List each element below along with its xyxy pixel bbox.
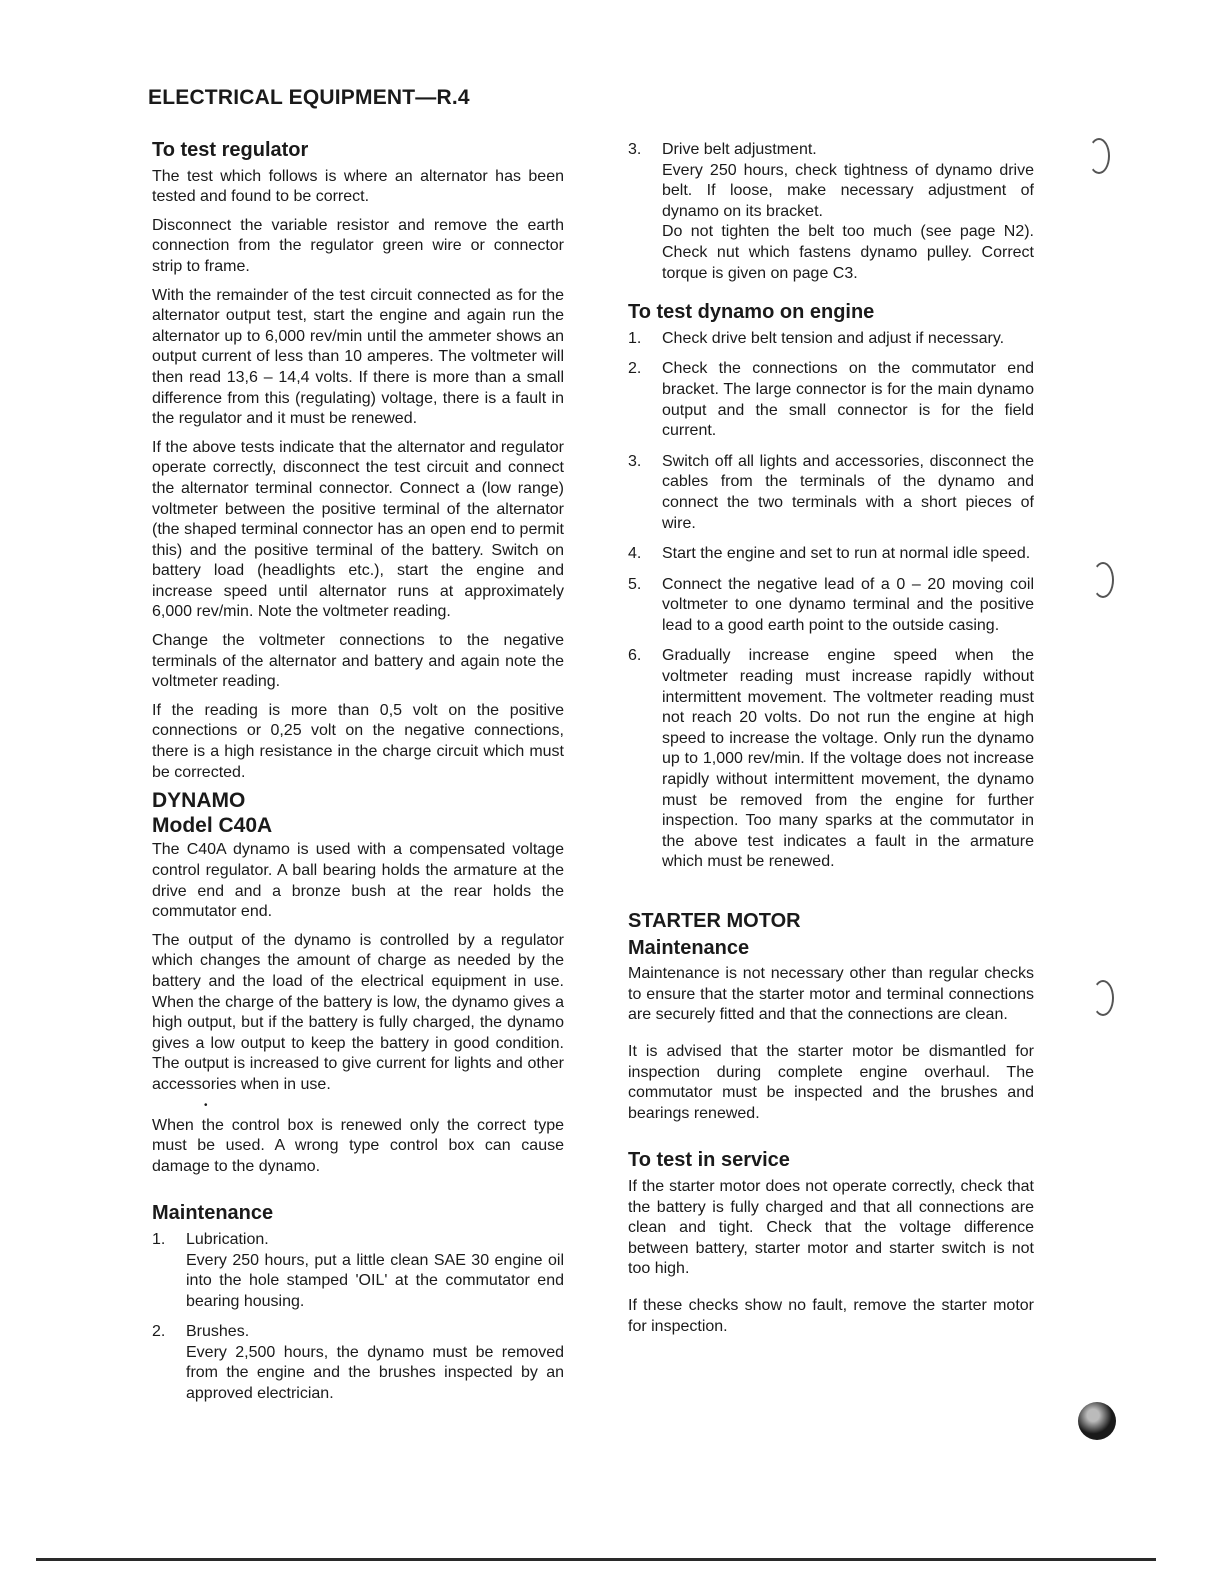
maintenance-heading: Maintenance bbox=[152, 1202, 274, 1225]
item-text: Switch off all lights and accessories, disconnect the cables from the terminals of the dynamo and connect the two terminals with a short pieces of wire. bbox=[662, 452, 1034, 532]
control-box-note: When the control box is renewed only the correct type must be used. A wrong type control box can cause damage to the dynamo. bbox=[152, 1116, 564, 1175]
item-text: Every 250 hours, put a little clean SAE 30 engine oil into the hole stamped 'OIL' at the commutator end bearing housing. bbox=[186, 1251, 564, 1310]
item-text: Gradually increase engine speed when the voltmeter reading must increase rapidly without intermittent movement. The voltmeter reading must not reach 20 volts. Do not run the engine at high speed to increase the voltage. Only run the dynamo up to 1,000 rev/min. If the voltage does not increase rapidly without intermittent movement, the dynamo must be removed from the engine for further inspection. Too many sparks at the commutator in the above test indicates a fault in the armature which must be renewed. bbox=[662, 647, 1034, 871]
dynamo-section bbox=[152, 791, 564, 1177]
paragraph: The C40A dynamo is used with a compensated voltage control regulator. A ball bearing holds the armature at the drive end and a bronze bush at the rear holds the commutator end. bbox=[152, 841, 564, 921]
paragraph: If the above tests indicate that the alternator and regulator operate correctly, disconnect the test circuit and connect the alternator terminal connector. Connect a (low range) voltmeter between the positive terminal of the alternator (the shaped terminal connector has an open end to permit this) and the positive terminal of the battery. Switch on battery load (headlights etc.), start the engine and increase speed until alternator runs at approximately 6,000 rev/min. Note the voltmeter reading. bbox=[152, 438, 564, 621]
binder-hole-icon bbox=[1092, 562, 1114, 598]
left-column bbox=[152, 140, 564, 1415]
item-number: 5. bbox=[628, 575, 642, 593]
paragraph: If the reading is more than 0,5 volt on the positive connections or 0,25 volt on the negative connections, there is a high resistance in the charge circuit which must be corrected. bbox=[152, 701, 564, 781]
test-service-section bbox=[628, 1150, 1034, 1337]
dynamo-model-heading: Model C40A bbox=[152, 813, 273, 837]
list-item bbox=[628, 575, 1034, 637]
bottom-rule bbox=[36, 1558, 1156, 1561]
test-dynamo-section bbox=[628, 302, 1034, 873]
item-title: Lubrication. bbox=[186, 1230, 269, 1248]
item-text: Start the engine and set to run at normal idle speed. bbox=[662, 545, 1031, 563]
paragraph: The output of the dynamo is controlled by a regulator which changes the amount of charge as needed by the battery and the load of the electrical equipment in use. When the charge of the battery is low, the dynamo gives a high output, but if the battery is fully charged, the dynamo gives a low output to keep the battery in good condition. The output is increased to give current for lights and other accessories when in use. bbox=[152, 931, 564, 1093]
list-item bbox=[152, 1230, 564, 1312]
bullet-mark: • bbox=[204, 1099, 208, 1111]
item-text: Every 250 hours, check tightness of dynamo drive belt. If loose, make necessary adjustment of dynamo on its bracket. bbox=[662, 161, 1034, 220]
paragraph: Change the voltmeter connections to the negative terminals of the alternator and battery and again note the voltmeter reading. bbox=[152, 632, 564, 691]
test-regulator-section bbox=[152, 140, 564, 783]
binder-hole-icon bbox=[1092, 980, 1114, 1016]
item-body bbox=[186, 1322, 564, 1404]
maintenance-list bbox=[152, 1230, 564, 1405]
item-body bbox=[186, 1230, 564, 1312]
item-number: 6. bbox=[628, 647, 642, 665]
test-dynamo-list bbox=[628, 329, 1034, 873]
item-number: 1. bbox=[152, 1230, 166, 1248]
right-column bbox=[628, 140, 1034, 1345]
paragraph: With the remainder of the test circuit connected as for the alternator output test, start the engine and again run the alternator up to 6,000 rev/min until the ammeter shows an output current of less than 10 amperes. The voltmeter will then read 13,6 – 14,4 volts. If there is more than a small difference from this (regulating) voltage, there is a fault in the regulator and it must be renewed. bbox=[152, 286, 564, 428]
paragraph: If these checks show no fault, remove the starter motor for inspection. bbox=[628, 1296, 1034, 1335]
list-item bbox=[152, 1322, 564, 1404]
dynamo-heading: DYNAMO bbox=[152, 789, 246, 813]
item-text: Check drive belt tension and adjust if necessary. bbox=[662, 329, 1005, 347]
item-title: Brushes. bbox=[186, 1323, 250, 1341]
dynamo-maintenance-section bbox=[152, 1203, 564, 1404]
item-body bbox=[662, 140, 1034, 284]
test-regulator-heading: To test regulator bbox=[152, 139, 309, 161]
paragraph: Maintenance is not necessary other than regular checks to ensure that the starter motor and terminal connections are securely fitted and that the connections are clean. bbox=[628, 965, 1034, 1024]
test-dynamo-heading: To test dynamo on engine bbox=[628, 301, 875, 324]
item-number: 2. bbox=[628, 360, 642, 378]
paragraph: If the starter motor does not operate correctly, check that the battery is fully charged and that all connections are clean and tight. Check that the voltage difference between battery, starter motor and starter switch is not too high. bbox=[628, 1177, 1034, 1278]
list-item bbox=[628, 452, 1034, 534]
starter-motor-heading: STARTER MOTOR bbox=[628, 910, 801, 932]
list-item bbox=[628, 359, 1034, 441]
list-item bbox=[628, 544, 1034, 565]
paragraph: Disconnect the variable resistor and remove the earth connection from the regulator green wire or connector strip to frame. bbox=[152, 216, 564, 275]
item-number: 3. bbox=[628, 141, 642, 158]
test-service-heading: To test in service bbox=[628, 1149, 790, 1172]
starter-maintenance-heading: Maintenance bbox=[628, 936, 750, 959]
binder-hole-icon bbox=[1088, 138, 1110, 174]
item-number: 1. bbox=[628, 329, 642, 347]
item-text: Check the connections on the commutator end bracket. The large connector is for the main dynamo output and the small connector is for the field current. bbox=[662, 360, 1034, 440]
starter-motor-section bbox=[628, 911, 1034, 1124]
page-title: ELECTRICAL EQUIPMENT—R.4 bbox=[148, 86, 470, 109]
list-item bbox=[628, 646, 1034, 873]
binder-hole-icon bbox=[1078, 1402, 1116, 1440]
item-text: Every 2,500 hours, the dynamo must be removed from the engine and the brushes inspected by an approved electrician. bbox=[186, 1343, 564, 1403]
item-text: Connect the negative lead of a 0 – 20 moving coil voltmeter to one dynamo terminal and the positive lead to a good earth point to the outside casing. bbox=[662, 575, 1034, 634]
drive-belt-list bbox=[628, 140, 1034, 284]
paragraph: The test which follows is where an alternator has been tested and found to be correct. bbox=[152, 167, 564, 206]
item-text: Do not tighten the belt too much (see page N2). Check nut which fastens dynamo pulley. Correct torque is given on page C3. bbox=[662, 223, 1034, 282]
item-number: 4. bbox=[628, 545, 642, 563]
list-item bbox=[628, 329, 1034, 350]
item-title: Drive belt adjustment. bbox=[662, 141, 817, 158]
list-item bbox=[628, 140, 1034, 284]
item-number: 3. bbox=[628, 452, 642, 470]
item-number: 2. bbox=[152, 1323, 166, 1341]
paragraph: It is advised that the starter motor be dismantled for inspection during complete engine overhaul. The commutator must be inspected and the brushes and bearings renewed. bbox=[628, 1042, 1034, 1122]
